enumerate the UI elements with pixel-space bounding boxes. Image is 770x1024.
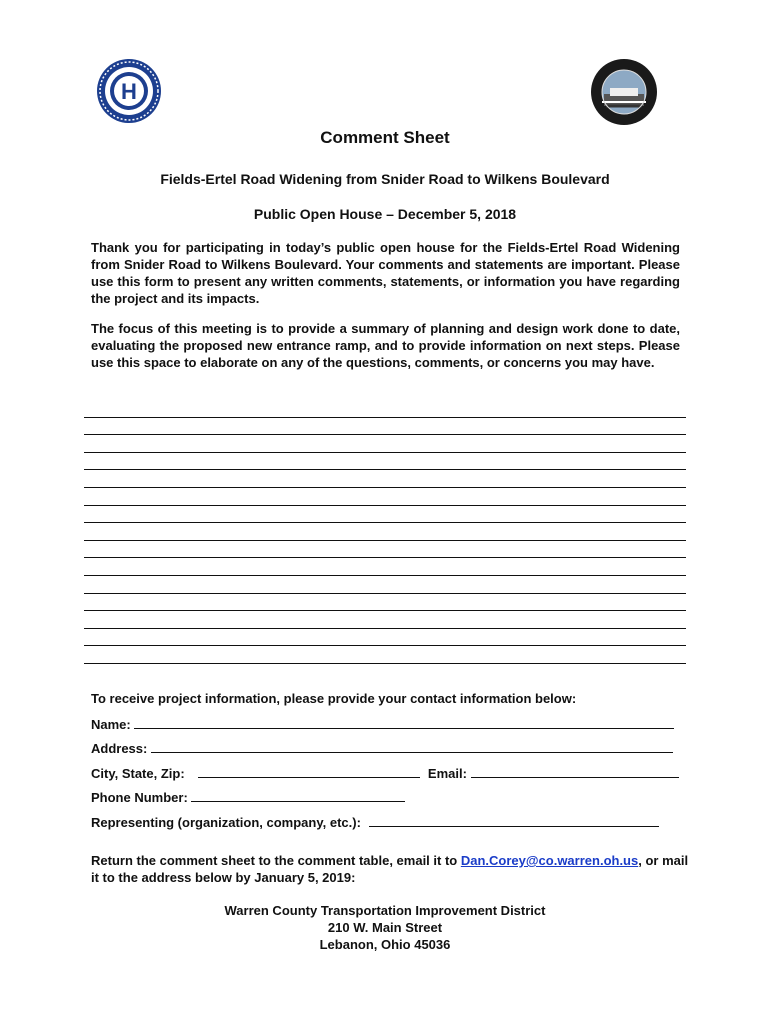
email-field[interactable]	[471, 764, 679, 778]
comment-line[interactable]	[84, 646, 686, 664]
representing-field[interactable]	[369, 813, 659, 827]
seal-letter: H	[121, 79, 137, 104]
address-city: Lebanon, Ohio 45036	[319, 937, 451, 952]
return-instructions	[91, 852, 691, 886]
address-street: 210 W. Main Street	[327, 920, 443, 935]
comment-line[interactable]	[84, 488, 686, 506]
focus-paragraph: The focus of this meeting is to provide a summary of planning and design work done to date, evaluating the proposed new entrance ramp, and to provide information on next steps. Please use this space to elaborate on any of the questions, comments, or concerns you may have.	[91, 321, 680, 370]
page-title: Comment Sheet	[320, 128, 450, 147]
comment-line[interactable]	[84, 506, 686, 524]
name-label: Name:	[91, 716, 131, 732]
representing-row	[91, 813, 691, 838]
city-label: City, State, Zip:	[91, 765, 185, 781]
address-field[interactable]	[151, 739, 673, 753]
mailing-address	[0, 902, 770, 953]
phone-field[interactable]	[191, 788, 405, 802]
city-email-row	[91, 764, 691, 789]
comment-line[interactable]	[84, 470, 686, 488]
name-field[interactable]	[134, 715, 674, 729]
project-subtitle: Fields-Ertel Road Widening from Snider Road to Wilkens Boulevard	[160, 171, 610, 187]
comment-line[interactable]	[84, 541, 686, 559]
phone-label: Phone Number:	[91, 790, 188, 805]
contact-intro: To receive project information, please provide your contact information below:	[91, 691, 577, 706]
address-row	[91, 739, 691, 764]
phone-row	[91, 788, 691, 813]
address-org: Warren County Transportation Improvement District	[224, 903, 546, 918]
warren-county-seal-icon	[96, 58, 162, 124]
comment-line[interactable]	[84, 629, 686, 647]
warren-county-engineer-seal-icon	[590, 58, 658, 126]
email-label: Email:	[427, 765, 467, 781]
comment-line[interactable]	[84, 435, 686, 453]
contact-section	[91, 690, 691, 837]
comment-lines-area[interactable]	[84, 400, 686, 664]
return-text-before: Return the comment sheet to the comment table, email it to	[91, 853, 461, 868]
comment-line[interactable]	[84, 576, 686, 594]
email-link[interactable]: Dan.Corey@co.warren.oh.us	[460, 853, 639, 868]
event-heading: Public Open House – December 5, 2018	[253, 206, 517, 222]
representing-label: Representing (organization, company, etc.):	[91, 814, 361, 830]
comment-line[interactable]	[84, 523, 686, 541]
comment-line[interactable]	[84, 594, 686, 612]
return-text-after: , or mail it to the address below by January 5, 2019:	[91, 853, 689, 885]
address-label: Address:	[91, 741, 148, 756]
comment-line[interactable]	[84, 453, 686, 471]
comment-line[interactable]	[84, 558, 686, 576]
name-row	[91, 715, 691, 740]
city-field[interactable]	[198, 764, 420, 778]
intro-paragraph: Thank you for participating in today’s public open house for the Fields-Ertel Road Widening from Snider Road to Wilkens Boulevard. Your comments and statements are important. Please use this form to present any written comments, statements, or information you have regarding the project and its impacts.	[91, 240, 680, 306]
comment-line[interactable]	[84, 400, 686, 418]
comment-line[interactable]	[84, 611, 686, 629]
comment-line[interactable]	[84, 418, 686, 436]
